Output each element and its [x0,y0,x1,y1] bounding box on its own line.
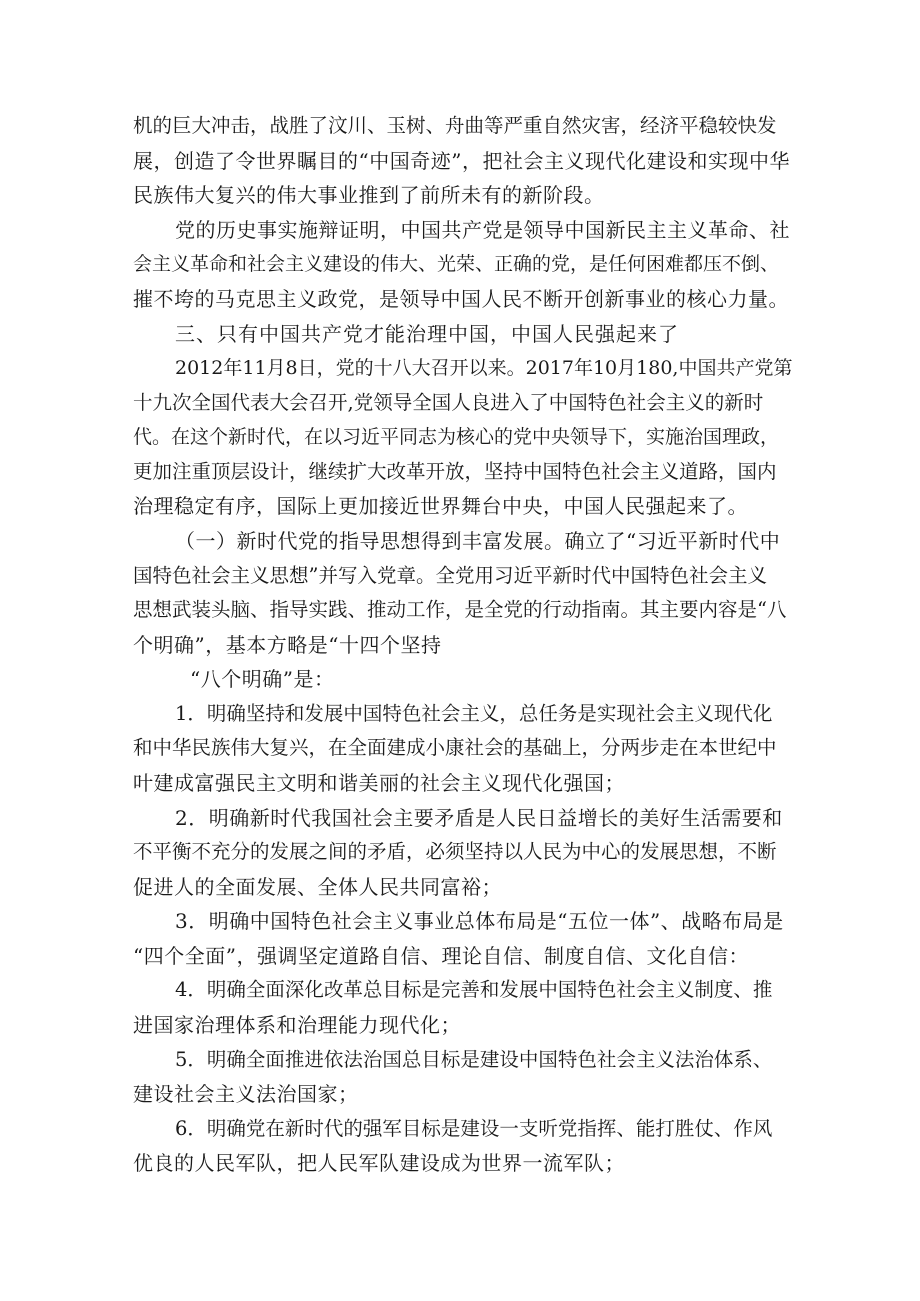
paragraph-line: 治理稳定有序，国际上更加接近世界舞台中央，中国人民强起来了。 [133,494,748,518]
paragraph-line: 民族伟大复兴的伟大事业推到了前所未有的新阶段。 [133,183,605,207]
list-heading: “八个明确”是： [190,667,335,691]
list-item-line: 建设社会主义法治国家； [133,1082,359,1106]
paragraph-line: 代。在这个新时代，在以习近平同志为核心的党中央领导下，实施治国理政， [133,426,780,448]
list-item-line: 1．明确坚持和发展中国特色社会主义，总任务是实现社会主义现代化 [175,702,773,725]
list-item-line: 不平衡不充分的发展之间的矛盾，必须坚持以人民为中心的发展思想，不断 [133,840,777,863]
paragraph-line: 国特色社会主义思想”并写入党章。全党用习近平新时代中国特色社会主义 [133,564,767,587]
list-item-line: 5．明确全面推进依法治国总目标是建设中国特色社会主义法治体系、 [175,1048,773,1071]
paragraph-line: 2012年11月8日，党的十八大召开以来。2017年10月180,中国共产党第 [175,357,793,379]
list-item-line: 和中华民族伟大复兴，在全面建成小康社会的基础上，分两步走在本世纪中 [133,736,777,759]
paragraph-line: 摧不垮的马克思主义政党，是领导中国人民不断开创新事业的核心力量。 [133,287,789,311]
list-item-line: 2．明确新时代我国社会主要矛盾是人民日益增长的美好生活需要和 [175,806,783,830]
list-item-line: 促进人的全面发展、全体人民共同富裕； [133,875,502,899]
paragraph-line: 党的历史事实施辩证明，中国共产党是领导中国新民主主义革命、社 [175,218,790,242]
list-item-line: 进国家治理体系和治理能力现代化； [133,1013,461,1037]
list-item-line: 6．明确党在新时代的强军目标是建设一支听党指挥、能打胜仗、作风 [175,1117,773,1140]
list-item-line: 优良的人民军队，把人民军队建设成为世界一流军队； [133,1151,625,1175]
paragraph-line: 更加注重顶层设计，继续扩大改革开放，坚持中国特色社会主义道路，国内 [133,460,777,483]
list-item-line: 4．明确全面深化改革总目标是完善和发展中国特色社会主义制度、推 [175,978,773,1001]
section-heading: 三、只有中国共产党才能治理中国，中国人民强起来了 [175,322,679,346]
paragraph-line: 机的巨大冲击，战胜了汶川、玉树、舟曲等严重自然灾害，经济平稳较快发 [133,114,777,137]
list-item-line: 3．明确中国特色社会主义事业总体布局是“五位一体”、战略布局是 [175,909,784,933]
list-item-line: 叶建成富强民主文明和谐美丽的社会主义现代化强国； [133,771,625,795]
paragraph-line: 个明确”，基本方略是“十四个坚持 [133,633,442,657]
paragraph-line: 思想武装头脑、指导实践、推动工作，是全党的行动指南。其主要内容是“八 [133,598,787,621]
list-item-line: “四个全面”，强调坚定道路自信、理论自信、制度自信、文化自信： [133,944,749,968]
paragraph-line: 展，创造了令世界瞩目的“中国奇迹”，把社会主义现代化建设和实现中华 [133,149,790,173]
paragraph-line: （一）新时代党的指导思想得到丰富发展。确立了“习近平新时代中 [175,529,781,553]
paragraph-line: 会主义革命和社会主义建设的伟大、光荣、正确的党，是任何困难都压不倒、 [133,253,780,275]
paragraph-line: 十九次全国代表大会召开,党领导全国人良进入了中国特色社会主义的新时 [133,391,764,414]
